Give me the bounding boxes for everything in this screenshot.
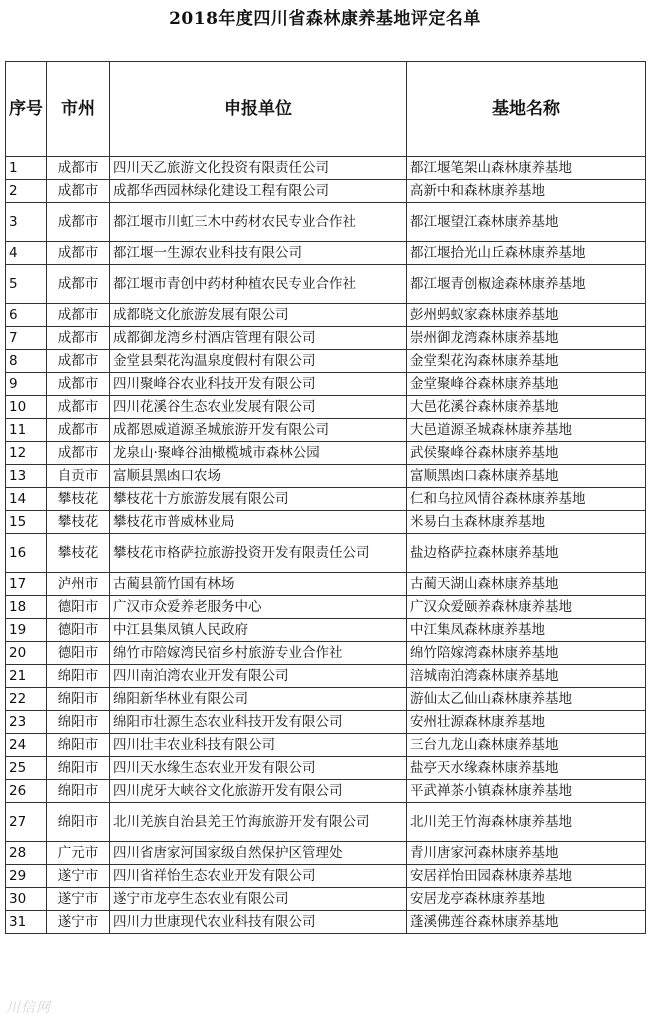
cell-seq: 7 <box>6 327 47 350</box>
cell-seq: 8 <box>6 350 47 373</box>
cell-base: 古蔺天湖山森林康养基地 <box>407 573 646 596</box>
cell-city: 成都市 <box>47 304 110 327</box>
cell-seq: 30 <box>6 888 47 911</box>
table-row <box>6 642 646 665</box>
cell-seq: 16 <box>6 534 47 573</box>
cell-seq: 23 <box>6 711 47 734</box>
cell-seq: 20 <box>6 642 47 665</box>
cell-unit: 成都晓文化旅游发展有限公司 <box>110 304 407 327</box>
cell-city: 攀枝花 <box>47 488 110 511</box>
cell-city: 攀枝花 <box>47 534 110 573</box>
cell-city: 广元市 <box>47 842 110 865</box>
cell-base: 蓬溪佛莲谷森林康养基地 <box>407 911 646 934</box>
table-row <box>6 488 646 511</box>
table-row <box>6 665 646 688</box>
cell-unit: 古蔺县箭竹国有林场 <box>110 573 407 596</box>
cell-seq: 4 <box>6 242 47 265</box>
cell-unit: 四川虎牙大峡谷文化旅游开发有限公司 <box>110 780 407 803</box>
cell-seq: 6 <box>6 304 47 327</box>
cell-unit: 四川力世康现代农业科技有限公司 <box>110 911 407 934</box>
table-row <box>6 373 646 396</box>
cell-base: 金堂梨花沟森林康养基地 <box>407 350 646 373</box>
cell-unit: 攀枝花十方旅游发展有限公司 <box>110 488 407 511</box>
cell-base: 大邑道源圣城森林康养基地 <box>407 419 646 442</box>
table-row <box>6 757 646 780</box>
cell-base: 青川唐家河森林康养基地 <box>407 842 646 865</box>
cell-unit: 四川天乙旅游文化投资有限责任公司 <box>110 157 407 180</box>
cell-seq: 10 <box>6 396 47 419</box>
cell-unit: 四川天水缘生态农业开发有限公司 <box>110 757 407 780</box>
watermark: 川信网 <box>6 1000 51 1016</box>
cell-city: 自贡市 <box>47 465 110 488</box>
table-row <box>6 842 646 865</box>
table-row <box>6 265 646 304</box>
cell-unit: 龙泉山·聚峰谷油橄榄城市森林公园 <box>110 442 407 465</box>
cell-base: 都江堰笔架山森林康养基地 <box>407 157 646 180</box>
cell-unit: 攀枝花市格萨拉旅游投资开发有限责任公司 <box>110 534 407 573</box>
cell-city: 绵阳市 <box>47 803 110 842</box>
cell-base: 安居龙亭森林康养基地 <box>407 888 646 911</box>
cell-seq: 17 <box>6 573 47 596</box>
cell-unit: 成都御龙湾乡村酒店管理有限公司 <box>110 327 407 350</box>
cell-city: 成都市 <box>47 180 110 203</box>
base-list-table <box>5 61 646 934</box>
cell-unit: 金堂县梨花沟温泉度假村有限公司 <box>110 350 407 373</box>
cell-base: 都江堰青创椒途森林康养基地 <box>407 265 646 304</box>
cell-city: 绵阳市 <box>47 711 110 734</box>
cell-unit: 攀枝花市普威林业局 <box>110 511 407 534</box>
cell-base: 大邑花溪谷森林康养基地 <box>407 396 646 419</box>
cell-unit: 四川省唐家河国家级自然保护区管理处 <box>110 842 407 865</box>
cell-base: 安居祥怡田园森林康养基地 <box>407 865 646 888</box>
cell-base: 盐边格萨拉森林康养基地 <box>407 534 646 573</box>
table-row <box>6 442 646 465</box>
cell-base: 游仙太乙仙山森林康养基地 <box>407 688 646 711</box>
cell-base: 安州壮源森林康养基地 <box>407 711 646 734</box>
cell-unit: 遂宁市龙亭生态农业有限公司 <box>110 888 407 911</box>
cell-base: 米易白圡森林康养基地 <box>407 511 646 534</box>
cell-seq: 24 <box>6 734 47 757</box>
cell-unit: 都江堰市青创中药材种植农民专业合作社 <box>110 265 407 304</box>
cell-unit: 富顺县黑凼口农场 <box>110 465 407 488</box>
cell-base: 涪城南泊湾森林康养基地 <box>407 665 646 688</box>
table-row <box>6 573 646 596</box>
table-row <box>6 803 646 842</box>
table-row <box>6 688 646 711</box>
table-row <box>6 534 646 573</box>
cell-base: 彭州蚂蚁家森林康养基地 <box>407 304 646 327</box>
table-row <box>6 203 646 242</box>
cell-base: 中江集凤森林康养基地 <box>407 619 646 642</box>
cell-seq: 26 <box>6 780 47 803</box>
cell-seq: 12 <box>6 442 47 465</box>
table-row <box>6 350 646 373</box>
cell-base: 北川羌王竹海森林康养基地 <box>407 803 646 842</box>
cell-city: 攀枝花 <box>47 511 110 534</box>
cell-city: 成都市 <box>47 242 110 265</box>
cell-seq: 28 <box>6 842 47 865</box>
cell-city: 绵阳市 <box>47 665 110 688</box>
cell-seq: 18 <box>6 596 47 619</box>
cell-city: 遂宁市 <box>47 865 110 888</box>
cell-unit: 绵阳市壮源生态农业科技开发有限公司 <box>110 711 407 734</box>
table-row <box>6 304 646 327</box>
cell-unit: 四川壮丰农业科技有限公司 <box>110 734 407 757</box>
cell-seq: 2 <box>6 180 47 203</box>
cell-city: 成都市 <box>47 350 110 373</box>
cell-seq: 22 <box>6 688 47 711</box>
cell-seq: 31 <box>6 911 47 934</box>
cell-seq: 19 <box>6 619 47 642</box>
table-row <box>6 180 646 203</box>
cell-unit: 成都恩威道源圣城旅游开发有限公司 <box>110 419 407 442</box>
header-base: 基地名称 <box>407 62 646 157</box>
header-city: 市州 <box>47 62 110 157</box>
table-row <box>6 780 646 803</box>
cell-seq: 9 <box>6 373 47 396</box>
cell-unit: 绵竹市陪嫁湾民宿乡村旅游专业合作社 <box>110 642 407 665</box>
cell-city: 成都市 <box>47 419 110 442</box>
cell-unit: 绵阳新华林业有限公司 <box>110 688 407 711</box>
table-row <box>6 888 646 911</box>
cell-seq: 11 <box>6 419 47 442</box>
table-row <box>6 911 646 934</box>
cell-city: 成都市 <box>47 442 110 465</box>
table-row <box>6 619 646 642</box>
table-row <box>6 865 646 888</box>
cell-base: 崇州御龙湾森林康养基地 <box>407 327 646 350</box>
cell-seq: 29 <box>6 865 47 888</box>
cell-base: 富顺黑凼口森林康养基地 <box>407 465 646 488</box>
cell-city: 德阳市 <box>47 619 110 642</box>
cell-seq: 25 <box>6 757 47 780</box>
table-row <box>6 396 646 419</box>
cell-city: 绵阳市 <box>47 734 110 757</box>
cell-unit: 都江堰市川虹三木中药材农民专业合作社 <box>110 203 407 242</box>
cell-seq: 1 <box>6 157 47 180</box>
cell-base: 都江堰望江森林康养基地 <box>407 203 646 242</box>
header-unit: 申报单位 <box>110 62 407 157</box>
cell-city: 德阳市 <box>47 642 110 665</box>
cell-unit: 四川省祥怡生态农业开发有限公司 <box>110 865 407 888</box>
cell-base: 绵竹陪嫁湾森林康养基地 <box>407 642 646 665</box>
cell-base: 高新中和森林康养基地 <box>407 180 646 203</box>
cell-city: 泸州市 <box>47 573 110 596</box>
cell-city: 成都市 <box>47 203 110 242</box>
cell-unit: 广汉市众爱养老服务中心 <box>110 596 407 619</box>
cell-city: 成都市 <box>47 327 110 350</box>
cell-base: 盐亭天水缘森林康养基地 <box>407 757 646 780</box>
cell-unit: 都江堰一生源农业科技有限公司 <box>110 242 407 265</box>
cell-unit: 成都华西园林绿化建设工程有限公司 <box>110 180 407 203</box>
header-seq: 序号 <box>6 62 47 157</box>
cell-base: 都江堰拾光山丘森林康养基地 <box>407 242 646 265</box>
table-body <box>6 157 646 934</box>
cell-base: 平武禅茶小镇森林康养基地 <box>407 780 646 803</box>
cell-unit: 中江县集凤镇人民政府 <box>110 619 407 642</box>
cell-base: 武侯聚峰谷森林康养基地 <box>407 442 646 465</box>
table-row <box>6 511 646 534</box>
cell-city: 遂宁市 <box>47 888 110 911</box>
cell-city: 绵阳市 <box>47 780 110 803</box>
table-row <box>6 157 646 180</box>
table-row <box>6 596 646 619</box>
cell-unit: 北川羌族自治县羌王竹海旅游开发有限公司 <box>110 803 407 842</box>
page-title: 2018年度四川省森林康养基地评定名单 <box>169 9 481 29</box>
table-row <box>6 327 646 350</box>
cell-seq: 5 <box>6 265 47 304</box>
table-row <box>6 242 646 265</box>
cell-city: 遂宁市 <box>47 911 110 934</box>
cell-city: 德阳市 <box>47 596 110 619</box>
cell-city: 绵阳市 <box>47 688 110 711</box>
cell-seq: 27 <box>6 803 47 842</box>
cell-base: 仁和乌拉风情谷森林康养基地 <box>407 488 646 511</box>
table-row <box>6 419 646 442</box>
cell-unit: 四川南泊湾农业开发有限公司 <box>110 665 407 688</box>
cell-seq: 21 <box>6 665 47 688</box>
table-row <box>6 734 646 757</box>
cell-city: 成都市 <box>47 396 110 419</box>
cell-seq: 15 <box>6 511 47 534</box>
cell-base: 广汉众爱颐养森林康养基地 <box>407 596 646 619</box>
cell-city: 成都市 <box>47 373 110 396</box>
table-row <box>6 711 646 734</box>
cell-seq: 14 <box>6 488 47 511</box>
cell-base: 金堂聚峰谷森林康养基地 <box>407 373 646 396</box>
cell-city: 成都市 <box>47 265 110 304</box>
cell-unit: 四川花溪谷生态农业发展有限公司 <box>110 396 407 419</box>
cell-city: 绵阳市 <box>47 757 110 780</box>
cell-city: 成都市 <box>47 157 110 180</box>
cell-seq: 13 <box>6 465 47 488</box>
cell-base: 三台九龙山森林康养基地 <box>407 734 646 757</box>
cell-unit: 四川聚峰谷农业科技开发有限公司 <box>110 373 407 396</box>
table-header-row <box>6 62 646 157</box>
cell-seq: 3 <box>6 203 47 242</box>
table-row <box>6 465 646 488</box>
